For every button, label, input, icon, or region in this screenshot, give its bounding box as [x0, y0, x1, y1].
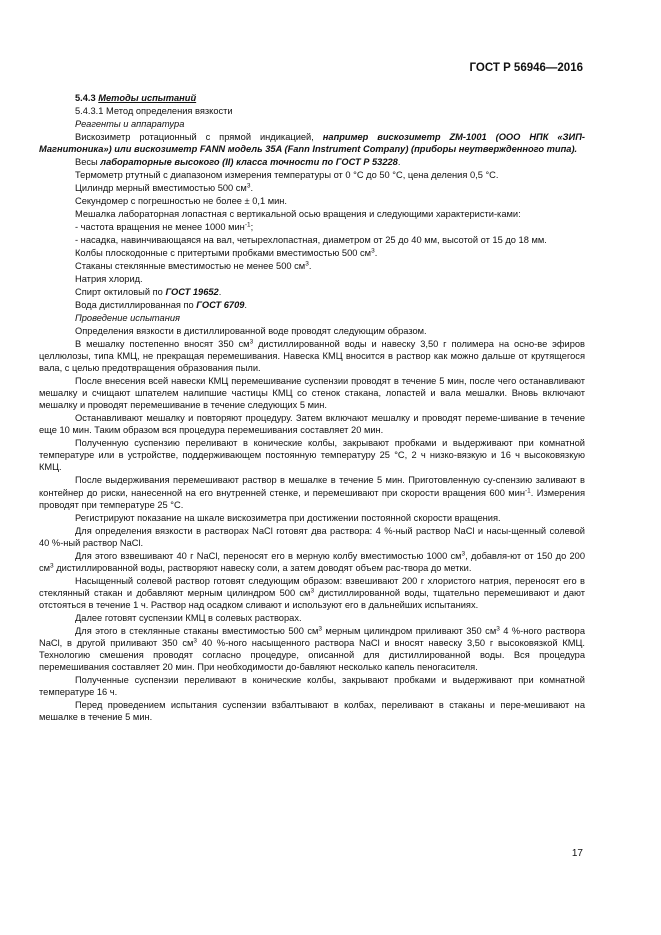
superscript: 3 — [193, 637, 198, 645]
text: Вода дистиллированная по — [75, 299, 197, 310]
paragraph — [39, 575, 585, 611]
text: . — [308, 260, 312, 271]
paragraph: Натрия хлорид. — [75, 273, 143, 284]
paragraph: Перед проведением испытания суспензии взбалтывают в колбах, переливают в стаканы и пере-мешивают на мешалке в течение 5 мин. — [39, 700, 585, 723]
paragraph: - насадка, навинчивающаяся на вал, четырехлопастная, диаметром от 25 до 40 мм, высотой от 15 до 18 мм. — [75, 234, 547, 245]
paragraph — [75, 260, 585, 272]
document-code: ГОСТ Р 56946—2016 — [469, 62, 583, 74]
section-number: 5.4.3 — [75, 93, 99, 103]
paragraph — [39, 550, 585, 574]
superscript: 3 — [496, 625, 500, 633]
text-emph: например вискозиметр ZM-1001 (ООО НПК «ЗИП-Магнитоника») или вискозиметр FANN модель 35A (Fann Instrument Company) (приборы неутвержденного типа). — [39, 131, 585, 155]
superscript: 3 — [461, 550, 466, 558]
paragraph: Регистрируют показание на шкале вискозиметра при достижении постоянной скорости вращения. — [75, 512, 501, 523]
text: 40 %-ного насыщенного раствора NaCl и вносят навеску 3,50 г высоковязкой КМЦ. Технологию смешения проводят согласно процедуре, описанной для дистиллированной воды. Вся процедура перемешивания составляет 20 мин. При необходимости до-бавляют несколько капель пеногасителя. — [39, 637, 585, 673]
paragraph: Секундомер с погрешностью не более ± 0,1 мин. — [75, 195, 288, 206]
superscript: 3 — [305, 260, 309, 268]
text: Насыщенный солевой раствор готовят следующим образом: взвешивают 200 г хлористого натрия, переносят его в стеклянный стакан и добавляют мерным цилиндром 500 см — [39, 575, 585, 598]
paragraph: Далее готовят суспензии КМЦ в солевых растворах. — [75, 612, 302, 623]
text: . — [397, 157, 401, 168]
paragraph — [75, 286, 585, 298]
text: Колбы плоскодонные с притертыми пробками вместимостью 500 см — [75, 247, 372, 258]
text: Стаканы стеклянные вместимостью не менее 500 см — [75, 260, 306, 271]
superscript: -1 — [244, 221, 251, 229]
paragraph — [75, 156, 585, 168]
paragraph — [39, 625, 585, 673]
paragraph — [39, 131, 585, 155]
text: . — [218, 286, 222, 297]
text: После выдерживания перемешивают раствор в мешалке в течение 5 мин. Приготовленную су-спензию заливают в контейнер до риски, нанесенной на его внутренней стенке, и перемешивают при скорости вращения 600 мин — [39, 475, 585, 498]
text-emph: лабораторные высокого (II) класса точности по ГОСТ Р 53228 — [100, 157, 398, 168]
text: 4 %-ного раствора NaCl, в другой приливают 350 см — [39, 625, 585, 648]
text: . — [374, 247, 378, 258]
subsection-title: 5.4.3.1 Метод определения вязкости — [75, 105, 233, 116]
superscript: 3 — [318, 625, 322, 633]
text: дистиллированной воды, тщательно перемешивают и дают отстояться в течение 1 ч. Раствор над осадком сливают и используют его в дальнейших испытаниях. — [39, 587, 586, 610]
text: мерным цилиндром приливают 350 см — [321, 625, 497, 636]
text: Для этого в стеклянные стаканы вместимостью 500 см — [75, 625, 319, 636]
paragraph — [75, 182, 585, 194]
text: В мешалку постепенно вносят 350 см — [75, 338, 250, 349]
text: дистиллированной воды и навеску 3,50 г полимера на осно-ве эфиров целлюлозы, типа КМЦ, не прекращая перемешивания. Навеска КМЦ вносится в раствор как можно дальше от крутящегося вала, с целью предотвращения образования пыли. — [39, 338, 585, 373]
paragraph — [75, 221, 585, 233]
superscript: 3 — [246, 182, 251, 190]
paragraph: Полученные суспензии переливают в конические колбы, закрывают пробками и выдерживают при комнатной температуре 16 ч. — [39, 675, 585, 698]
text: . — [244, 299, 248, 310]
text: Цилиндр мерный вместимостью 500 см — [75, 183, 247, 193]
paragraph: Определения вязкости в дистиллированной воде проводят следующим образом. — [75, 325, 427, 336]
paragraph — [75, 247, 585, 259]
paragraph: После внесения всей навески КМЦ перемешивание суспензии проводят в течение 5 мин, после чего останавливают мешалку и счищают шпателем налипшие частицы КМЦ со стенок стакана, лопастей и вала мешалки. Вновь включают мешалку и проводят перемешивание в течение следующих 5 мин. — [39, 375, 585, 411]
text: . — [250, 183, 254, 193]
paragraph: Останавливают мешалку и повторяют процедуру. Затем включают мешалку и проводят переме-шивание в течение еще 10 мин. Таким образом вся процедура перемешивания составляет 20 мин. — [39, 413, 585, 436]
text-emph: ГОСТ 19652 — [165, 286, 219, 297]
superscript: -1 — [525, 487, 531, 494]
text: - частота вращения не менее 1000 мин — [75, 221, 245, 232]
text: Весы — [75, 157, 101, 168]
text: Вискозиметр ротационный с прямой индикацией, — [75, 131, 323, 142]
superscript: 3 — [50, 562, 54, 570]
superscript: 3 — [371, 247, 375, 255]
text: ; — [250, 221, 254, 232]
superscript: 3 — [310, 587, 315, 595]
paragraph — [39, 338, 585, 374]
text: . Измерения проводят при температуре 25 °С. — [39, 487, 585, 510]
text: Для этого взвешивают 40 г NaCl, переносят его в мерную колбу вместимостью 1000 см — [75, 550, 462, 561]
subheading-procedure: Проведение испытания — [75, 312, 180, 323]
superscript: 3 — [249, 338, 254, 346]
document-body — [39, 92, 586, 724]
section-title: Методы испытаний — [98, 93, 197, 103]
text-emph: ГОСТ 6709 — [196, 299, 245, 310]
text: Спирт октиловый по — [75, 286, 166, 297]
subheading-reagents: Реагенты и аппаратура — [75, 118, 185, 129]
page-number: 17 — [571, 848, 583, 859]
section-heading — [75, 92, 585, 104]
text: , добавля-ют от 150 до 200 см — [39, 550, 585, 573]
paragraph — [39, 474, 585, 510]
paragraph: Мешалка лабораторная лопастная с вертикальной осью вращения и следующими характеристи-ками: — [75, 208, 521, 219]
paragraph: Для определения вязкости в растворах NaCl готовят два раствора: 4 %-ный раствор NaCl и насы-щенный солевой 40 %-ный раствор NaCl. — [39, 525, 585, 548]
paragraph: Термометр ртутный с диапазоном измерения температуры от 0 °С до 50 °С, цена деления 0,5 °С. — [75, 170, 499, 181]
paragraph — [75, 299, 585, 311]
paragraph: Полученную суспензию переливают в конические колбы, закрывают пробками и выдерживают при комнатной температуре или в устройстве, поддерживающем постоянную температуру 25 °С, 2 ч низко-вязкую и 16 ч высоковязкую КМЦ. — [39, 438, 585, 473]
text: дистиллированной воды, растворяют навеску соли, а затем доводят объем рас-твора до метки. — [53, 562, 472, 573]
